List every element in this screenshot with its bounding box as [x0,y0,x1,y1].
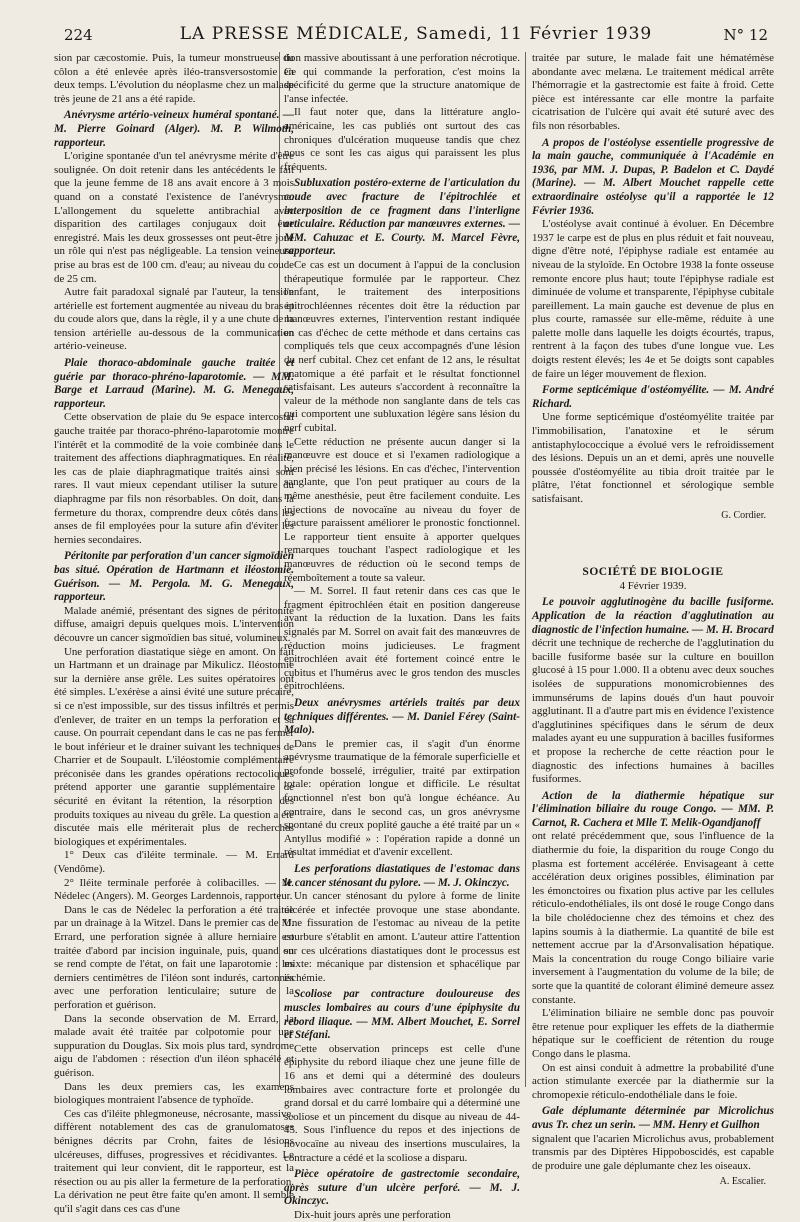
paragraph: 2° Iléite terminale perforée à colibacilles. — M. Nédelec (Angers). M. Georges Lardennois, rapporteur. [54,876,294,903]
article-heading: Les perforations diastatiques de l'estomac dans le cancer sténosant du pylore. — M. J. Okinczyc. [284,863,520,889]
article-heading: Péritonite par perforation d'un cancer sigmoïdien bas situé. Opération de Hartmann et iléostomie. Guérison. — M. Pergola. M. G. Menegaux, rapporteur. [54,550,294,604]
paragraph: Dans le cas de Nédelec la perforation a été traitée par un drainage à la Witzel. Dans le premier cas de M. Errard, une perforation signée à allure herniaire est traitée d'abord par incision inguinale, puis, quand on se rend compte de l'état, on fait une laparotomie : les derniers centimètres de l'iléon sont indurés, cartonnés avec une perforation lenticulaire; suture de la perforation et guérison. [54,903,294,1011]
article-heading: Gale déplumante déterminée par Microlichus avus Tr. chez un serin. — MM. Henry et Guilhon [532,1105,774,1131]
section-title: SOCIÉTÉ DE BIOLOGIE [582,566,724,579]
column-3 [532,52,774,1188]
paragraph: Cette réduction ne présente aucun danger si la manœuvre est douce et si l'examen radiologique a bien précisé les lésions. En cas d'échec, l'intervention sanglante, que l'on peut pratiquer au cours de la même anesthésie, peut être facilement conduite. Les injections de novocaïne au niveau du foyer de fracture paraissent améliorer le pronostic fonctionnel. Le rapporteur tient ensuite à apporter quelques remarques touchant l'aspect radiologique et les manœuvres de réduction où le second temps de réemboîtement a toute sa valeur. [284,435,520,584]
article-heading: Forme septicémique d'ostéomyélite. — M. André Richard. [532,384,774,410]
paragraph: Malade anémié, présentant des signes de péritonite diffuse, amaigri depuis quelques mois. L'intervention découvre un cancer sigmoïdien bas situé, volumineux. [54,604,294,644]
article-heading: Scoliose par contracture douloureuse des muscles lombaires au cours d'une épiphysite du rebord iliaque. — MM. Albert Mouchet, E. Sorrel et Stéfani. [284,988,520,1042]
article-heading: Action de la diathermie hépatique sur l'élimination biliaire du rouge Congo. — MM. P. Carnot, R. Cachera et Mlle T. Melik-Ogandjanoff [532,789,774,829]
article-heading: Le pouvoir agglutinogène du bacille fusiforme. Application de la réaction d'agglutination au diagnostic de l'infection humaine. — M. H. Brocard [532,596,774,636]
paragraph: Dans les deux premiers cas, les examens biologiques montraient l'absence de typhoïde. [54,1080,294,1107]
paragraph: Dix-huit jours après une perforation [294,1208,451,1221]
paragraph: L'ostéolyse avait continué à évoluer. En Décembre 1937 le carpe est de plus en plus réduit et fait nouveau, digne d'être noté, l'épiphyse radiale est entamée au niveau de la styloïde. En Octobre 1938 la fonte osseuse remonte encore plus haut; toute l'épiphyse radiale est diminuée de volume et transparente, l'épiphyse cubitale pareillement. La main gauche est devenue de plus en plus courte, ramassée sur elle-même, réduite à une palette molle dans laquelle les doigts écourtés, trapus, rentrent à la façon des tubes d'une longue vue. Les doigts restent élevés; les 4e et 5e doigts sont capables de faire un léger mouvement de flexion. [532,218,774,380]
issue-number: N° 12 [723,26,768,44]
paragraph: L'élimination biliaire ne semble donc pas pouvoir être retenue pour expliquer les effets de la diathermie hépatique sur le coefficient de rétention du rouge Congo dans le plasma. [532,1007,774,1060]
paragraph: L'origine spontanée d'un tel anévrysme mérite d'être soulignée. On doit retenir dans les antécédents le fait que la jeune femme de 18 ans avait encore à 3 mois quand on a constaté l'existence de l'anévrysme. L'allongement du squelette antibrachial avec disparition des cartilages conjugaux doit être enregistré. Mais les deux grossesses ont peut-être joué un rôle qui n'est pas négligeable. La tension veineuse prise au bras est de 100 cm. d'eau; au niveau du coude de 25 cm. [54,150,294,285]
paragraph: sion par cæcostomie. Puis, la tumeur monstrueuse du côlon a été enlevée après iléo-transversostomie en deux temps. L'évolution du néoplasme chez un malade très jeune de 21 ans a été rapide. [54,52,294,105]
author-signature: A. Escalier. [719,1176,766,1188]
page-number: 224 [64,26,93,44]
paragraph: signalent que l'acarien Microlichus avus, probablement transmis par des Diptères Hippoboscidés, est capable de produire une gale déplumante chez les oiseaux. [532,1132,774,1172]
paragraph: Cette observation princeps est celle d'une épiphysite du rebord iliaque chez une jeune fille de 16 ans et demi qui a déterminé des douleurs lombaires avec contracture forte et prolongée du grand dorsal et du carré lombaire qui a déterminé une scoliose et un pincement du disque au niveau de 44-45. Sous l'influence du repos et des injections de novocaïne au niveau des insertions musculaires, la contracture a cédé et la scoliose a disparu. [284,1042,520,1164]
page-header [64,22,768,52]
column-divider [525,52,526,1087]
paragraph: décrit une technique de recherche de l'agglutination du bacille fusiforme basée sur la culture en bouillon glucosé à 15 pour 1.000. Il a obtenu avec deux souches isolées de suppurations monomicrobiennes des immunsérums de lapins doués d'un haut pouvoir agglutinant. Il a d'autre part mis en évidence l'existence d'agglutinines spécifiques dans le sérum de deux malades ayant eu une suppuration à bacilles fusiformes et propose la recherche de cette réaction pour le diagnostic des infections humaines à bacilles fusiformes. [532,637,774,786]
section-date: 4 Février 1939. [619,579,687,592]
article-heading: Plaie thoraco-abdominale gauche traitée et guérie par thoraco-phréno-laparotomie. — MM. Barge et Larraud (Marine). M. G. Menegaux, rapporteur. [54,357,294,410]
paragraph: 1° Deux cas d'iléite terminale. — M. Errard (Vendôme). [54,849,294,876]
column-2 [284,52,520,1221]
paragraph: Dans le premier cas, il s'agit d'un énorme anévrysme traumatique de la fémorale superficielle et profonde bosselé, irrégulier, traité par extirpation totale: opération longue et difficile. Le résultat fonctionnel n'est bon qu'à longue échéance. Au contraire, dans le second cas, un gros anévrysme spontané du creux poplité gauche a été traité par un « Antyllus modifié » : l'opération rapide a donné un résultat immédiat et d'avenir excellent. [284,737,520,859]
paragraph: Cette observation de plaie du 9e espace intercostal gauche traitée par thoraco-phréno-laparotomie montre l'intérêt et la commodité de la voie combinée dans le traitement des affections diaphragmatiques. En réalité, les cas de plaie diaphragmatique traités ainsi sont rares. Il vaut mieux cependant utiliser la suture du diaphragme par fils non résorbables. On doit, dans la fermeture du thorax, comprendre deux côtés dans les anses de fil employées pour la suture afin d'éviter les hernies secondaires. [54,411,294,546]
paragraph: ont relaté précédemment que, sous l'influence de la diathermie du foie, la disparition du rouge Congo du plasma est fortement accélérée. Envisageant à cette accélération deux origines possibles, élimination par les émonctoires ou fixation plus active par les cellules réticulo-endothéliales, ils ont dosé le rouge Congo dans la bile cholédocienne chez des témoins et chez des lapins soumis à la diathermie. La quantité de bile est nettement accrue par la d'Arsonvalisation hépatique. Mais la concentration du rouge Congo biliaire varie inversement à l'augmentation du volume de la bile; de sorte que la quantité de colorant éliminé demeure assez constante. [532,830,774,1006]
paragraph: Dans la seconde observation de M. Errard, la malade avait été traitée par colpotomie pour une suppuration du Douglas. Six mois plus tard, syndrome aigu de l'abdomen : résection d'un iléon sphacélé et guérison. [54,1012,294,1079]
paragraph: Ce cas est un document à l'appui de la conclusion thérapeutique formulée par le rapporteur. Chez l'enfant, le traitement des interpositions épitrochléennes récentes doit être la réduction par manœuvres externes, l'intervention restant indiquée en cas d'échec de cette méthode et dans certains cas compliqués tels que ceux accompagnés d'une lésion du nerf cubital. Chez cet enfant de 12 ans, le résultat anatomique a été parfait et le résultat fonctionnel satisfaisant. Les auteurs s'accordent à reconnaître la valeur de la méthode non sanglante dans de tels cas qui comportent une subluxation légère sans lésion du nerf cubital. [284,258,520,435]
paragraph: Une perforation diastatique siège en amont. On fait un Hartmann et un drainage par Mikulicz. Iléostomie sur la dernière anse grêle. Les suites opératoires ont été simples. L'exérèse a ainsi évité une suture précaire, si ce n'est impossible, sur des tissus infiltrés et permis d'enlever, de traiter en un temps la perforation et sa cause. On pourrait cependant dans le cas ne pas fermer le bout inférieur et le drainer suivant les techniques de Charrier et de Soupault. L'iléostomie complémentaire préconisée dans les grandes opérations rectocoliques prétend apporter une garantie supplémentaire de sécurité en évitant la rétention, la résorption des produits toxiques au niveau du grêle. La question a été discutée mais elle mériterait plus de recherches biologiques et expérimentales. [54,645,294,848]
paragraph: Autre fait paradoxal signalé par l'auteur, la tension artérielle est fortement augmentée au niveau du bras et du coude alors que, dans la règle, il y a une chute de la tension artérielle au-dessous de la communication artério-veineuse. [54,286,294,353]
paragraph: tion massive aboutissant à une perforation nécrotique. Ce qui commande la perforation, c'est moins la spécificité du germe que la structure anatomique de l'anse infectée. [284,52,520,105]
journal-title: LA PRESSE MÉDICALE, Samedi, 11 Février 1939 [179,24,653,44]
article-heading: Anévrysme artério-veineux huméral spontané. — M. Pierre Goinard (Alger). M. P. Wilmoth, rapporteur. [54,109,294,149]
paragraph: Une forme septicémique d'ostéomyélite traitée par l'immobilisation, l'anatoxine et le sérum antistaphylococcique a évolué vers le refroidissement des lésions. Depuis un an et demi, après une nouvelle poussée d'ostéomyélite au tibia droit traitée par le plâtre, l'état fonctionnel et sérologique semble satisfaisant. [532,411,774,505]
article-heading: A propos de l'ostéolyse essentielle progressive de la main gauche, communiquée à l'Académie en 1936, par MM. J. Dupas, P. Badelon et C. Daydé (Marine). — M. Albert Mouchet rappelle cette extraordinaire ostéolyse qu'il a rapportée le 12 Février 1936. [532,136,774,217]
paragraph: traitée par suture, le malade fait une hématémèse abondante avec melæna. Le traitement médical arrête l'hémorragie et la gastrectomie est faite à froid. Cette pièce est intéressante car elle montre la parfaite cicatrisation de l'ulcère qui avait été suturé avec des fils non résorbables. [532,52,774,132]
paragraph: Il faut noter que, dans la littérature anglo-américaine, les cas publiés ont surtout des cas chroniques d'ulcération muqueuse tandis que chez nous ce sont les cas aigus qui paraissent les plus fréquents. [284,106,520,173]
article-heading: Pièce opératoire de gastrectomie secondaire, après suture d'un ulcère perforé. — M. J. Okinczyc. [284,1168,520,1208]
article-heading: Deux anévrysmes artériels traités par deux techniques différentes. — M. Daniel Férey (Saint-Malo). [284,696,520,737]
paragraph: On est ainsi conduit à admettre la probabilité d'une action stimulante exercée par la diathermie sur la chromopexie réticulo-endothéliale dans le foie. [532,1061,774,1101]
author-signature: G. Cordier. [721,509,766,521]
column-1 [54,52,294,1215]
paragraph: — M. Sorrel. Il faut retenir dans ces cas que le fragment épitrochléen était en position dangereuse avant la réduction de la luxation. Dans les faits signalés par M. Sorrel on avait fait des manœuvres de réduction moins judicieuses. Le fragment épitrochléen avait été fortement coincé entre le cubitus et l'humérus avec le gros tendon des muscles épitrochléens. [284,585,520,693]
paragraph: Un cancer sténosant du pylore à forme de linite ulcérée et infectée provoque une stase abondante. Une fissuration de l'estomac au niveau de la petite courbure s'établit en amont. L'auteur attire l'attention sur ces ulcérations diastatiques dont le processus est mixte: mécanique par distension et sphacélique par ischémie. [284,890,520,984]
article-heading: Subluxation postéro-externe de l'articulation du coude avec fracture de l'épitrochlée et interposition de ce fragment dans l'interligne articulaire. Réduction par manœuvres externes. — MM. Cahuzac et E. Courty. M. Marcel Fèvre, rapporteur. [284,177,520,258]
paragraph: Ces cas d'iléite phlegmoneuse, nécrosante, massive, diffèrent notablement des cas de granulomatoses bénignes décrits par Crohn, faites de lésions ulcéreuses, diffuses, progressives et récidivantes. Le traitement qui leur convient, dit le rapporteur, est la résection ou au pis aller la fermeture de la perforation. La dérivation ne peut être faite qu'en amont. Il semble qu'il s'agit dans ces cas d'une [54,1107,294,1215]
